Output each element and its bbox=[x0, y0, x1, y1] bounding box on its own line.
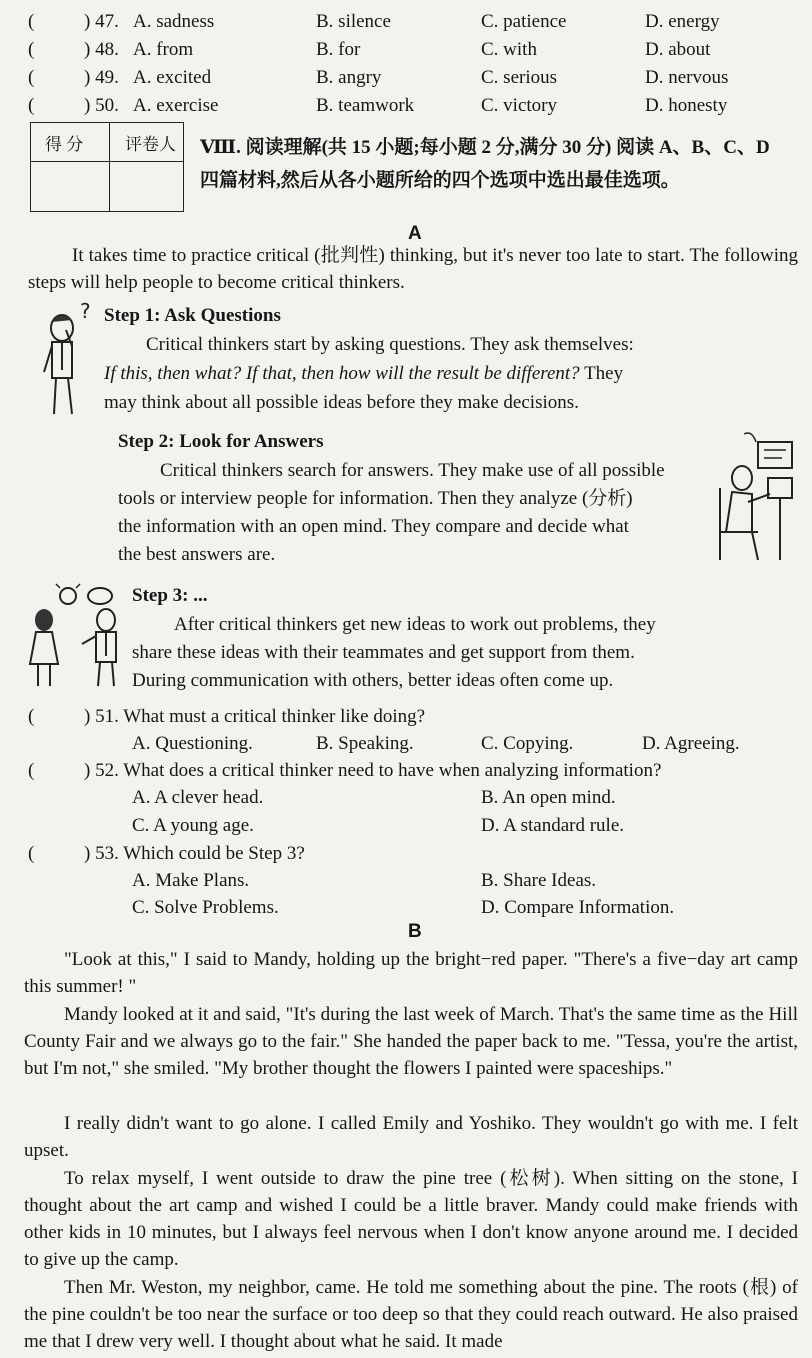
option-a: A. from bbox=[133, 39, 194, 60]
question-stem: What does a critical thinker need to have when analyzing information? bbox=[123, 760, 662, 781]
option-d: D. about bbox=[645, 39, 711, 60]
option-d: D. Agreeing. bbox=[642, 733, 740, 754]
score-label: 得 分 bbox=[45, 135, 84, 154]
option-a: A. A clever head. bbox=[132, 787, 264, 808]
option-a: A. excited bbox=[133, 67, 212, 88]
option-c: C. Copying. bbox=[481, 733, 574, 754]
computer-user-illustration bbox=[712, 428, 798, 564]
step2-title: Step 2: Look for Answers bbox=[118, 431, 324, 452]
svg-text:?: ? bbox=[80, 299, 91, 323]
thinking-person-illustration bbox=[40, 300, 100, 420]
passage-b-paragraph-5: Then Mr. Weston, my neighbor, came. He told me something about the pine. The roots (根) of the pine couldn't be too near the surface or too deep so that they could reach outward. He also praised me that I drew very well. I thought about what he said. It made bbox=[24, 1277, 798, 1352]
answer-bracket[interactable]: ( bbox=[28, 95, 35, 116]
option-b: B. teamwork bbox=[316, 95, 415, 116]
option-b: B. Share Ideas. bbox=[481, 870, 597, 891]
answer-bracket[interactable]: ( bbox=[28, 706, 35, 727]
option-a: A. sadness bbox=[133, 11, 215, 32]
option-b: B. silence bbox=[316, 11, 391, 32]
answer-bracket[interactable]: ( bbox=[28, 843, 35, 864]
answer-bracket[interactable]: ( bbox=[28, 11, 35, 32]
passage-b-paragraph-4: To relax myself, I went outside to draw the pine tree (松树). When sitting on the stone, I thought about the art camp and wished I could be a little braver. Mandy could make friends with other kids in 10 minutes, but I always feel nervous when I don't know anyone around me. I decided to give up the camp. bbox=[24, 1168, 798, 1270]
step2-line2: tools or interview people for information. Then they analyze (分析) bbox=[118, 488, 633, 509]
option-c: C. victory bbox=[481, 95, 557, 116]
option-d: D. Compare Information. bbox=[481, 897, 675, 918]
step2-line1: Critical thinkers search for answers. They make use of all possible bbox=[160, 460, 665, 481]
section-heading-line1: Ⅷ. 阅读理解(共 15 小题;每小题 2 分,满分 30 分) 阅读 A、B、C、D bbox=[200, 137, 770, 158]
step1-line2: If this, then what? If that, then how will the result be different? They bbox=[104, 363, 624, 384]
passage-b-paragraph-1: "Look at this," I said to Mandy, holding up the bright−red paper. "There's a five−day art camp this summer! " bbox=[24, 949, 798, 997]
option-b: B. angry bbox=[316, 67, 382, 88]
step1-title: Step 1: Ask Questions bbox=[104, 305, 281, 326]
divider bbox=[109, 123, 110, 211]
sharing-ideas-illustration bbox=[24, 582, 128, 690]
option-c: C. Solve Problems. bbox=[132, 897, 279, 918]
passage-b-paragraph-2: Mandy looked at it and said, "It's during the last week of March. That's the same time as the Hill County Fair and we always go to the fair." She handed the paper back to me. "Tessa, you're the artist, but I'm not," she smiled. "My brother thought the flowers I painted were spaceships." bbox=[24, 1004, 798, 1079]
option-d: D. energy bbox=[645, 11, 720, 32]
option-d: D. nervous bbox=[645, 67, 729, 88]
option-b: B. for bbox=[316, 39, 361, 60]
answer-bracket[interactable]: ( bbox=[28, 67, 35, 88]
grader-label: 评卷人 bbox=[125, 135, 176, 154]
score-box bbox=[30, 122, 184, 212]
answer-bracket[interactable]: ( bbox=[28, 760, 35, 781]
option-b: B. Speaking. bbox=[316, 733, 414, 754]
step3-line3: During communication with others, better ideas often come up. bbox=[132, 670, 614, 691]
option-c: C. serious bbox=[481, 67, 557, 88]
option-d: D. honesty bbox=[645, 95, 728, 116]
option-a: A. Make Plans. bbox=[132, 870, 250, 891]
section-heading-line2: 四篇材料,然后从各小题所给的四个选项中选出最佳选项。 bbox=[200, 170, 680, 191]
option-a: A. Questioning. bbox=[132, 733, 253, 754]
step2-line4: the best answers are. bbox=[118, 544, 276, 565]
answer-bracket[interactable]: ( bbox=[28, 39, 35, 60]
passage-a-intro: It takes time to practice critical (批判性) thinking, but it's never too late to start. The following steps will help people to become critical thinkers. bbox=[28, 245, 798, 293]
option-c: C. A young age. bbox=[132, 815, 254, 836]
step1-line3: may think about all possible ideas before they make decisions. bbox=[104, 392, 579, 413]
option-b: B. An open mind. bbox=[481, 787, 616, 808]
step1-line1: Critical thinkers start by asking questions. They ask themselves: bbox=[146, 334, 634, 355]
question-stem: What must a critical thinker like doing? bbox=[123, 706, 426, 727]
question-stem: Which could be Step 3? bbox=[123, 843, 305, 864]
option-a: A. exercise bbox=[133, 95, 219, 116]
divider bbox=[31, 161, 183, 162]
step3-title: Step 3: ... bbox=[132, 585, 208, 606]
passage-letter-a: A bbox=[408, 223, 422, 244]
step3-line2: share these ideas with their teammates and get support from them. bbox=[132, 642, 635, 663]
passage-letter-b: B bbox=[408, 921, 422, 942]
step3-line1: After critical thinkers get new ideas to work out problems, they bbox=[174, 614, 656, 635]
option-c: C. patience bbox=[481, 11, 567, 32]
passage-b-paragraph-3: I really didn't want to go alone. I called Emily and Yoshiko. They wouldn't go with me. I felt upset. bbox=[24, 1113, 798, 1161]
step2-line3: the information with an open mind. They compare and decide what bbox=[118, 516, 629, 537]
option-d: D. A standard rule. bbox=[481, 815, 625, 836]
option-c: C. with bbox=[481, 39, 537, 60]
